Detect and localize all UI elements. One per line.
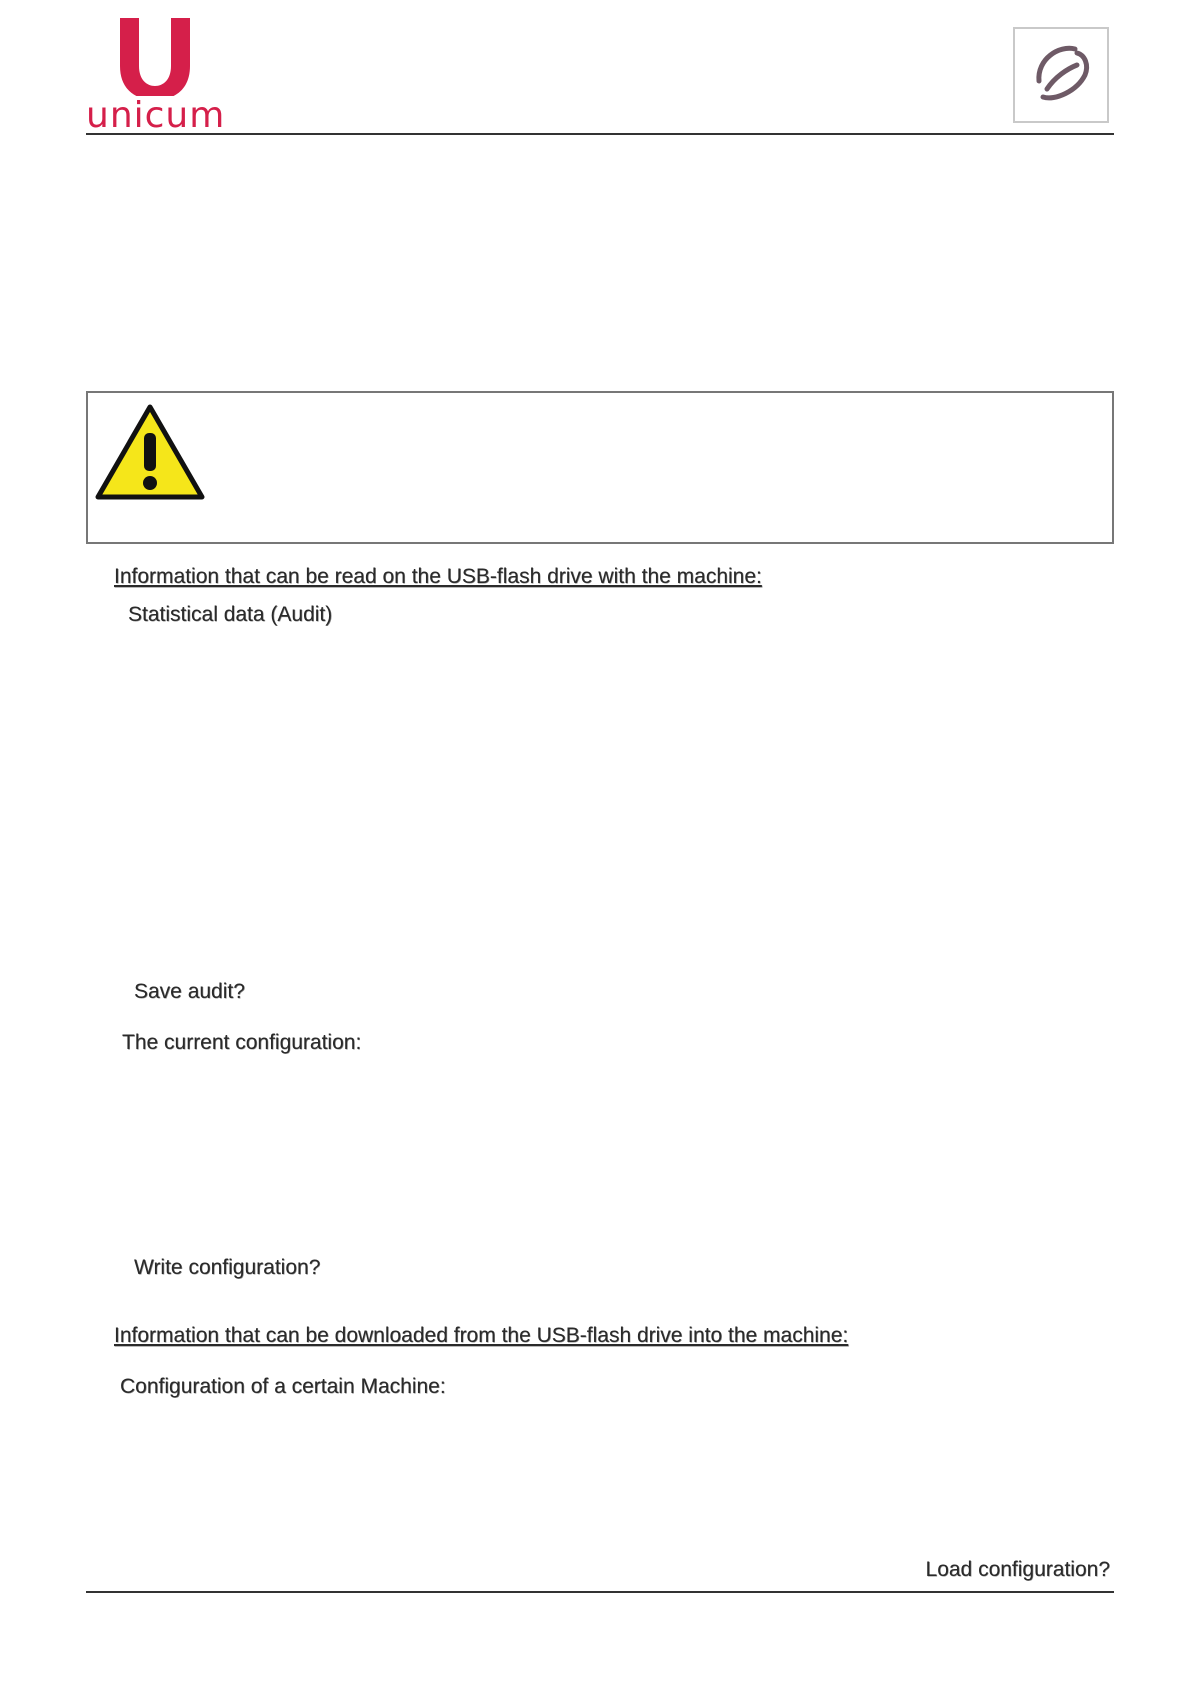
prompt-write-configuration: Write configuration? [134,1256,321,1279]
item-statistical-data: Statistical data (Audit) [128,603,333,626]
header-rule [86,133,1114,135]
item-current-configuration: The current configuration: [122,1031,362,1054]
section-read-heading: Information that can be read on the USB-flash drive with the machine: [114,565,762,588]
warning-triangle-icon [94,403,206,503]
footer-rule [86,1591,1114,1593]
section-download-heading: Information that can be downloaded from the USB-flash drive into the machine: [114,1324,849,1347]
prompt-load-configuration: Load configuration? [925,1558,1110,1581]
coffee-bean-icon [1015,29,1107,121]
coffee-bean-badge [1013,27,1109,123]
unicum-u-icon [86,16,236,96]
item-configuration-machine: Configuration of a certain Machine: [120,1375,446,1398]
logo-wordmark: unicum [86,95,226,136]
brand-logo [86,16,236,134]
prompt-save-audit: Save audit? [134,980,245,1003]
warning-box [86,391,1114,544]
